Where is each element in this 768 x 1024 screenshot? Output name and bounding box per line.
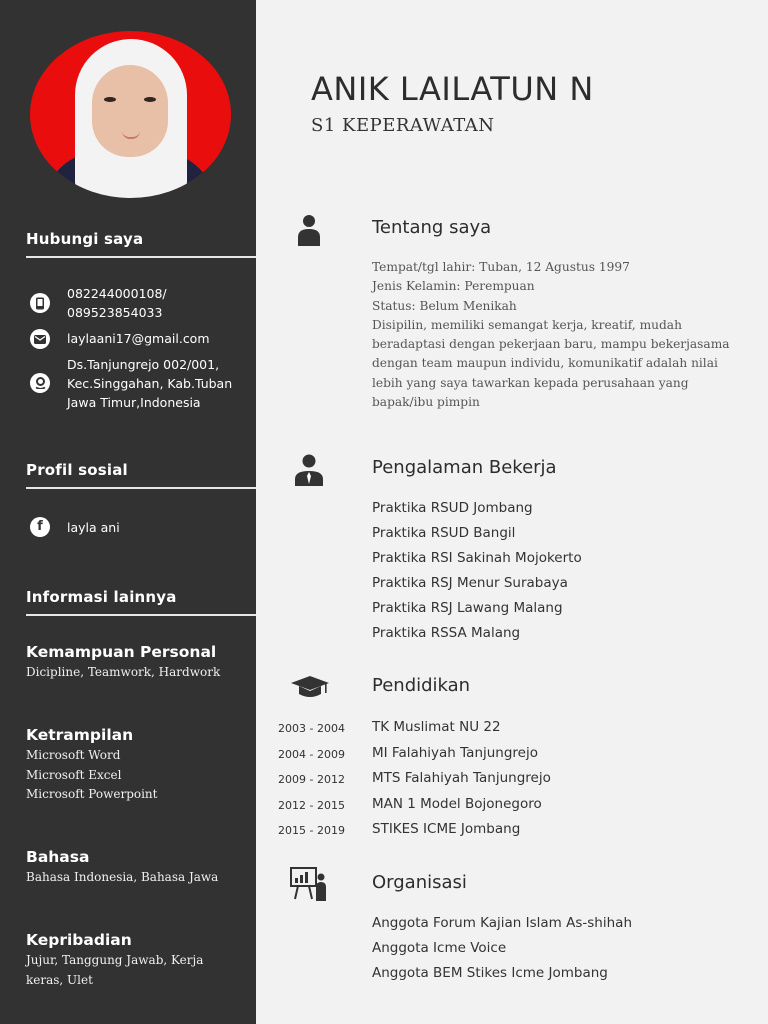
list-item: Praktika RSJ Lawang Malang <box>372 600 563 616</box>
list-item: Anggota BEM Stikes Icme Jombang <box>372 965 608 981</box>
education-years: 2003 - 2004 2004 - 2009 2009 - 2012 2012 - 2015 2015 - 2019 <box>278 722 345 837</box>
education-list <box>372 715 551 843</box>
location-icon <box>30 373 50 393</box>
skills-list: Microsoft Word Microsoft Excel Microsoft Powerpoint <box>26 748 158 801</box>
worker-icon <box>292 452 326 486</box>
other-info-heading: Informasi lainnya <box>26 588 177 606</box>
list-item: MAN 1 Model Bojonegoro <box>372 795 542 812</box>
list-item: Anggota Icme Voice <box>372 940 507 956</box>
list-item: Anggota Forum Kajian Islam As-shihah <box>372 915 632 931</box>
organization-list <box>372 911 632 986</box>
divider <box>26 487 256 489</box>
list-item: Praktika RSUD Bangil <box>372 525 516 541</box>
language-title: Bahasa <box>26 848 90 866</box>
facebook-icon: f <box>30 517 50 537</box>
list-item: Praktika RSUD Jombang <box>372 500 533 516</box>
language-text: Bahasa Indonesia, Bahasa Jawa <box>26 870 219 884</box>
personal-skills-text: Dicipline, Teamwork, Hardwork <box>26 665 221 679</box>
facebook-profile[interactable]: layla ani <box>67 520 120 535</box>
personality-text: Jujur, Tanggung Jawab, Kerja keras, Ulet <box>26 953 204 987</box>
list-item: MTS Falahiyah Tanjungrejo <box>372 770 551 786</box>
divider <box>26 256 256 258</box>
skills-title: Ketrampilan <box>26 726 134 744</box>
email-address[interactable]: laylaani17@gmail.com <box>67 331 210 346</box>
email-icon <box>30 329 50 349</box>
contact-heading: Hubungi saya <box>26 230 144 248</box>
list-item: Praktika RSSA Malang <box>372 625 521 641</box>
graduation-cap-icon <box>290 673 330 707</box>
list-item: MI Falahiyah Tanjungrejo <box>372 744 539 761</box>
presentation-icon <box>290 867 328 901</box>
organization-title: Organisasi <box>372 872 467 893</box>
social-heading: Profil sosial <box>26 461 128 479</box>
phone-number[interactable]: 082244000108/ 089523854033 <box>67 286 167 320</box>
personal-skills-title: Kemampuan Personal <box>26 643 217 661</box>
candidate-degree: S1 KEPERAWATAN <box>311 115 495 136</box>
person-icon <box>292 212 326 246</box>
list-item: STIKES ICME Jombang <box>372 821 521 837</box>
about-title: Tentang saya <box>372 217 492 238</box>
candidate-name: ANIK LAILATUN N <box>311 70 594 108</box>
about-text: Tempat/tgl lahir: Tuban, 12 Agustus 1997 Jenis Kelamin: Perempuan Status: Belum Menikah Disipilin, memiliki semangat kerja, kreatif, mudah beradaptasi dengan pekerjaan baru, mampu bekerjasama dengan team maupun individu, komunikatif adalah nilai lebih yang saya tawarkan kepada perusahaan yang bapak/ibu pimpin <box>372 260 730 410</box>
divider <box>26 614 256 616</box>
list-item: TK Muslimat NU 22 <box>372 719 501 735</box>
profile-photo <box>30 31 231 198</box>
experience-list <box>372 496 582 646</box>
phone-icon <box>30 293 50 313</box>
sidebar <box>0 0 256 1024</box>
list-item: Praktika RSJ Menur Surabaya <box>372 575 568 591</box>
personality-title: Kepribadian <box>26 931 132 949</box>
experience-title: Pengalaman Bekerja <box>372 457 557 478</box>
address: Ds.Tanjungrejo 002/001, Kec.Singgahan, Kab.Tuban Jawa Timur,Indonesia <box>67 357 233 410</box>
education-title: Pendidikan <box>372 675 471 696</box>
list-item: Praktika RSI Sakinah Mojokerto <box>372 550 582 566</box>
